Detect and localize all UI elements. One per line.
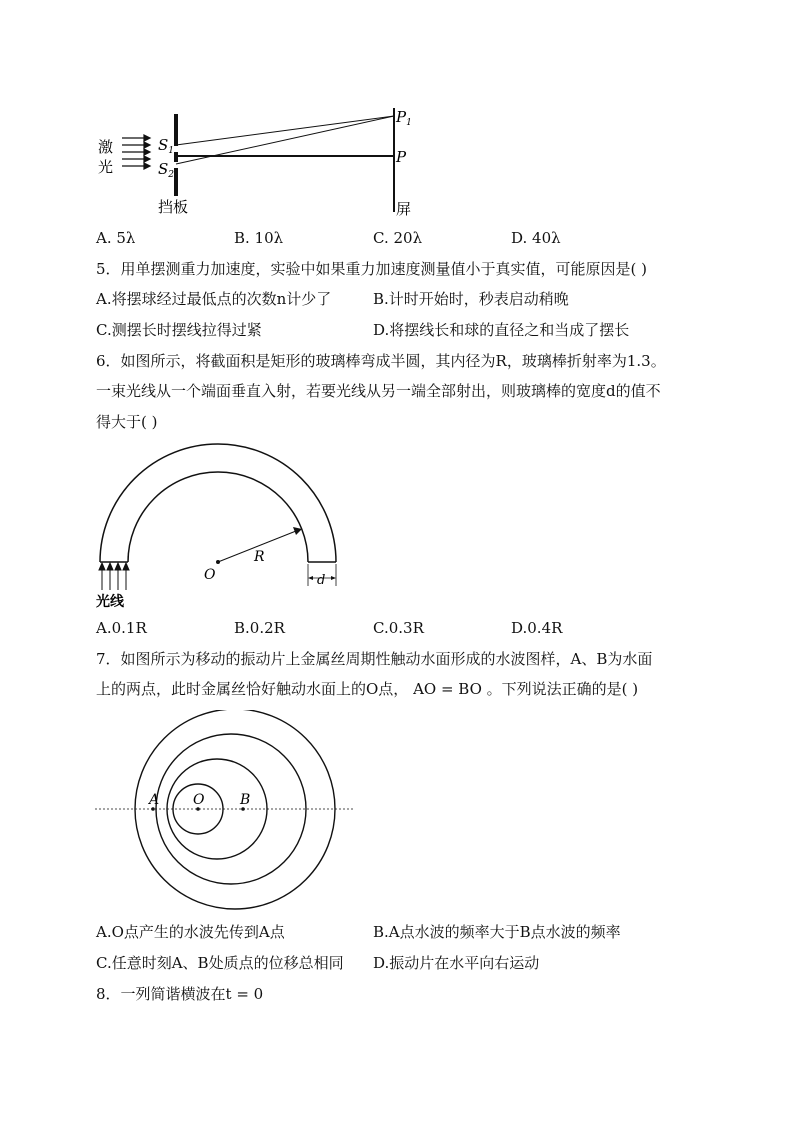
laser-label-top: 激 xyxy=(98,138,114,156)
screen-label: 屏 xyxy=(396,200,412,218)
width-label: d xyxy=(317,573,326,588)
p-label: P xyxy=(396,148,407,166)
laser-arrows xyxy=(122,135,150,169)
water-wave-figure xyxy=(95,710,357,916)
q6-stem-line-2: 一束光线从一个端面垂直入射，若要光线从另一端全部射出，则玻璃棒的宽度d的值不 xyxy=(96,382,661,400)
q7-stem-line-2: 上的两点，此时金属丝恰好触动水面上的O点， AO = BO 。下列说法正确的是( ) xyxy=(96,680,639,698)
q5-stem: 5．用单摆测重力加速度，实验中如果重力加速度测量值小于真实值，可能原因是( ) xyxy=(96,260,648,278)
point-a-label: A xyxy=(149,792,160,808)
glass-rod-outer-arc xyxy=(100,444,336,562)
q5-option-b: B.计时开始时，秒表启动稍晚 xyxy=(373,290,569,308)
q7-option-a: A.O点产生的水波先传到A点 xyxy=(96,923,285,941)
glass-rod-inner-arc xyxy=(128,472,308,562)
q6-option-d: D.0.4R xyxy=(511,619,563,637)
q7-option-c: C.任意时刻A、B处质点的位移总相同 xyxy=(96,954,344,972)
radius-label: R xyxy=(254,549,265,565)
slit-s1-label: $S_1$ xyxy=(158,136,175,156)
glass-rod-figure xyxy=(90,440,350,615)
q5-option-c: C.测摆长时摆线拉得过紧 xyxy=(96,321,262,339)
q7-option-b: B.A点水波的频率大于B点水波的频率 xyxy=(373,923,621,941)
center-label: O xyxy=(204,567,216,583)
wave-circle-4 xyxy=(135,710,335,909)
laser-label-bottom: 光 xyxy=(98,158,114,176)
point-b-label: B xyxy=(240,792,251,808)
p1-label: $P_1$ xyxy=(396,108,412,128)
q6-option-c: C.0.3R xyxy=(373,619,424,637)
q4-option-c: C. 20λ xyxy=(373,229,423,247)
q8-stem: 8．一列简谐横波在t = 0 xyxy=(96,985,264,1003)
q7-option-d: D.振动片在水平向右运动 xyxy=(373,954,540,972)
light-label: 光线 xyxy=(96,594,124,610)
q4-option-d: D. 40λ xyxy=(511,229,561,247)
q4-option-b: B. 10λ xyxy=(234,229,284,247)
q6-stem-line-1: 6．如图所示，将截面积是矩形的玻璃棒弯成半圆，其内径为R，玻璃棒折射率为1.3。 xyxy=(96,352,666,370)
q7-stem-line-1: 7．如图所示为移动的振动片上金属丝周期性触动水面形成的水波图样，A、B为水面 xyxy=(96,650,653,668)
q5-option-a: A.将摆球经过最低点的次数n计少了 xyxy=(96,290,332,308)
q6-option-b: B.0.2R xyxy=(234,619,285,637)
q5-option-d: D.将摆线长和球的直径之和当成了摆长 xyxy=(373,321,630,339)
double-slit-figure xyxy=(90,100,420,222)
q6-option-a: A.0.1R xyxy=(96,619,147,637)
slit-s2-label: $S_2$ xyxy=(158,160,175,180)
baffle-label: 挡板 xyxy=(158,198,189,216)
q4-option-a: A. 5λ xyxy=(96,229,136,247)
point-o-label: O xyxy=(193,792,205,808)
incident-light-arrows xyxy=(99,563,129,590)
q6-stem-line-3: 得大于( ) xyxy=(96,413,158,431)
